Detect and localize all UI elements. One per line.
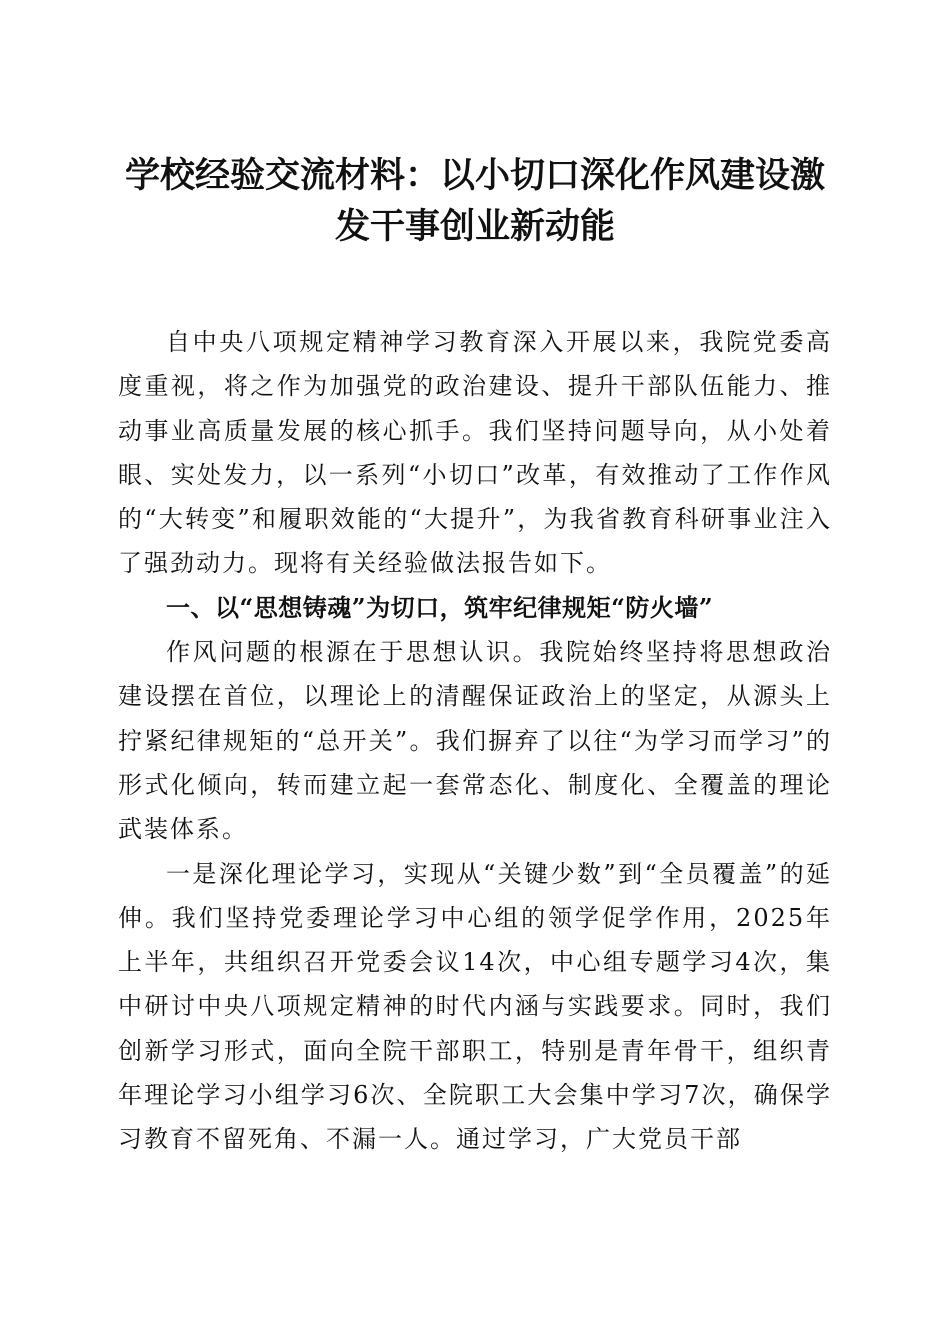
intro-paragraph: 自中央八项规定精神学习教育深入开展以来，我院党委高度重视，将之作为加强党的政治建设、提升干部队伍能力、推动事业高质量发展的核心抓手。我们坚持问题导向，从小处着眼、实处发力，以一系列“小切口”改革，有效推动了工作作风的“大转变”和履职效能的“大提升”，为我省教育科研事业注入了强劲动力。现将有关经验做法报告如下。: [118, 328, 832, 578]
section-heading-1: 一、以“思想铸魂”为切口，筑牢纪律规矩“防火墙”: [166, 592, 714, 622]
section-1-paragraph-1: 作风问题的根源在于思想认识。我院始终坚持将思想政治建设摆在首位，以理论上的清醒保证政治上的坚定，从源头上拧紧纪律规矩的“总开关”。我们摒弃了以往“为学习而学习”的形式化倾向，转而建立起一套常态化、制度化、全覆盖的理论武装体系。: [118, 638, 832, 844]
document-title: [100, 150, 850, 252]
document-title-line-2: 发干事创业新动能: [334, 206, 615, 247]
document-title-line-1: 学校经验交流材料：以小切口深化作风建设激: [124, 155, 825, 196]
section-1-paragraph-2: 一是深化理论学习，实现从“关键少数”到“全员覆盖”的延伸。我们坚持党委理论学习中心组的领学促学作用，2025年上半年，共组织召开党委会议14次，中心组专题学习4次，集中研讨中央八项规定精神的时代内涵与实践要求。同时，我们创新学习形式，面向全院干部职工，特别是青年骨干，组织青年理论学习小组学习6次、全院职工大会集中学习7次，确保学习教育不留死角、不漏一人。通过学习，广大党员干部: [118, 859, 832, 1154]
document-body: [118, 320, 832, 1162]
